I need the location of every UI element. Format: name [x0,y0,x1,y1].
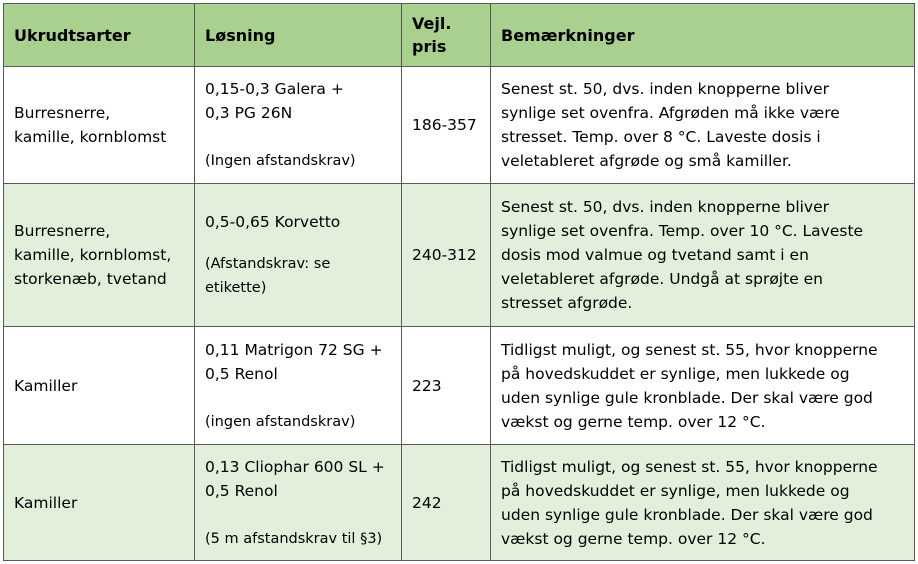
table-row [4,184,915,327]
solution-line: 0,5 Renol [205,481,278,500]
solution-cell [195,67,402,184]
weed-line: kamille, kornblomst, [14,246,172,264]
header-price-line-1: Vejl. [412,14,452,33]
solution-cell [195,184,402,327]
remark-line: dosis mod valmue og tvetand samt i en [501,246,809,264]
price-cell: 242 [402,445,491,561]
header-remarks: Bemærkninger [491,4,915,67]
weed-cell [4,445,195,561]
header-weed: Ukrudtsarter [4,4,195,67]
solution-line: 0,11 Matrigon 72 SG + [205,340,383,359]
distance-requirement: (Ingen afstandskrav) [205,153,356,169]
table-row [4,327,915,445]
remark-line: vækst og gerne temp. over 12 °C. [501,529,766,548]
table-row [4,67,915,184]
remark-line: vækst og gerne temp. over 12 °C. [501,412,766,431]
remark-line: Tidligst muligt, og senest st. 55, hvor knopperne [501,457,878,476]
remark-line: synlige set ovenfra. Temp. over 10 °C. Laveste [501,222,864,240]
weed-line: Burresnerre, [14,104,111,122]
herbicide-table [3,3,915,561]
remark-line: stresset. Temp. over 8 °C. Laveste dosis i [501,128,821,146]
solution-cell [195,327,402,445]
price-cell: 240-312 [402,184,491,327]
remark-line: på hovedskuddet er synlige, men lukkede og [501,364,850,383]
header-solution: Løsning [195,4,402,67]
remark-line: Senest st. 50, dvs. inden knopperne bliver [501,198,830,216]
remarks-cell [491,67,915,184]
solution-line: 0,13 Cliophar 600 SL + [205,457,385,476]
weed-line: storkenæb, tvetand [14,270,167,288]
distance-requirement: etikette) [205,280,267,296]
remark-line: Senest st. 50, dvs. inden knopperne bliver [501,80,830,98]
remark-line: på hovedskuddet er synlige, men lukkede og [501,481,850,500]
remarks-cell [491,184,915,327]
weed-cell [4,184,195,327]
remark-line: uden synlige gule kronblade. Der skal være god [501,388,873,407]
distance-requirement: (ingen afstandskrav) [205,413,356,430]
distance-requirement: (5 m afstandskrav til §3) [205,530,383,547]
solution-line: 0,15-0,3 Galera + [205,80,344,98]
table-row [4,445,915,561]
remarks-cell [491,445,915,561]
solution-line: 0,3 PG 26N [205,104,293,122]
remark-line: veletableret afgrøde og små kamiller. [501,152,792,170]
solution-line: 0,5-0,65 Korvetto [205,213,341,231]
weed-line: Kamiller [14,376,78,395]
price-cell: 223 [402,327,491,445]
weed-line: Kamiller [14,493,78,512]
weed-cell [4,67,195,184]
distance-requirement: (Afstandskrav: se [205,256,331,272]
header-row [4,4,915,67]
remark-line: Tidligst muligt, og senest st. 55, hvor knopperne [501,340,878,359]
remarks-cell [491,327,915,445]
weed-line: Burresnerre, [14,222,111,240]
remark-line: synlige set ovenfra. Afgrøden må ikke være [501,104,840,122]
weed-cell [4,327,195,445]
header-price-line-2: pris [412,37,447,56]
solution-cell [195,445,402,561]
remark-line: veletableret afgrøde. Undgå at sprøjte en [501,270,824,288]
price-cell: 186-357 [402,67,491,184]
header-price [402,4,491,67]
solution-line: 0,5 Renol [205,364,278,383]
weed-line: kamille, kornblomst [14,128,167,146]
remark-line: uden synlige gule kronblade. Der skal være god [501,505,873,524]
remark-line: stresset afgrøde. [501,294,633,312]
